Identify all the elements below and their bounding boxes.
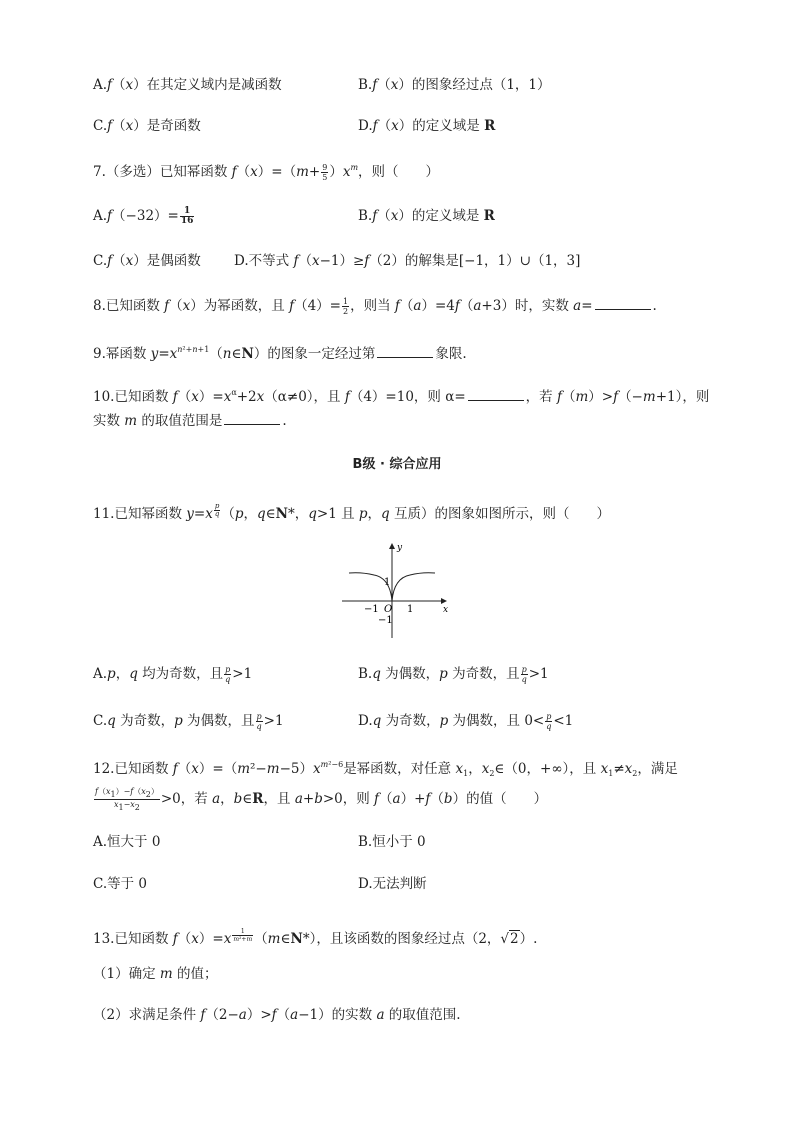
tick-pos-y: 1 <box>384 577 391 588</box>
q7-option-c: C.f（x）是偶函数 <box>93 253 201 269</box>
q11-stem: 11.已知幂函数 y=x $^{\frac{p}{q}}$ （p，q∈N*，q>1 且 p，q 互质）的图象如图所示，则（ ） <box>93 501 610 522</box>
q11-option-c: C.q 为奇数，p 为偶数，且 $\frac{p}{q}$ >1 <box>93 712 284 731</box>
q12-option-d: D.无法判断 <box>358 876 427 892</box>
q11-graph <box>340 540 452 640</box>
tick-neg-x: −1 <box>364 604 379 615</box>
q10-line2: 实数 m 的取值范围是 . <box>93 413 287 429</box>
q7-option-d: D.不等式 f（x−1）≥f（2）的解集是[−1，1）∪（1，3] <box>234 253 581 269</box>
q13-part1: （1）确定 m 的值； <box>93 966 218 982</box>
q7-option-b: B.f（x）的定义域是 R <box>358 208 495 224</box>
q12-line1: 12.已知函数 $f(x)=(m^2-m-5)x^{m^2-6}$是幂函数，对任意 $x_1$，$x_2\in(0$，+∞），且 $x_1\ne x_2$，满足 <box>93 760 678 778</box>
q10-line1: 10.已知函数 $f(x)=x^\alpha+2x(\alpha\ne 0)$，且 f（4）=10，则 α= ，若 f（m）>f（−m+1），则 <box>93 388 710 405</box>
y-label: y <box>397 543 403 553</box>
curve-right <box>392 573 435 601</box>
q6-option-c: C.f（x）是奇函数 <box>93 118 201 134</box>
q7-option-a: A.f（−32）= $\frac{1}{16}$ <box>93 206 194 226</box>
q11-option-a: A.p，q 均为奇数，且 $\frac{p}{q}$ >1 <box>93 665 253 684</box>
q6-option-b: B.f（x）的图象经过点（1，1） <box>358 77 551 93</box>
q6-option-a: A.f（x）在其定义域内是减函数 <box>93 77 282 93</box>
q12-option-c: C.等于 0 <box>93 876 148 892</box>
q6-option-d: D.f（x）的定义域是 R <box>358 118 496 134</box>
x-label: x <box>443 605 449 615</box>
q12-option-b: B.恒小于 0 <box>358 834 426 850</box>
q11-option-d: D.q 为奇数，p 为偶数，且 0< $\frac{p}{q}$ <1 <box>358 712 574 731</box>
q11-option-b: B.q 为偶数，p 为奇数，且 $\frac{p}{q}$ >1 <box>358 665 549 684</box>
tick-pos-x: 1 <box>407 604 414 615</box>
q7-stem: 7.（多选）已知幂函数 f（x）=（m+ $\frac{9}{5}$ ）$x^m$，则（ ） <box>93 163 440 182</box>
tick-neg-y: −1 <box>378 615 393 626</box>
q13-stem: 13.已知函数 f（x）=x $^{\frac{1}{\text{m²+m}}}$ （m∈N*），且该函数的图象经过点（2，√2）. <box>93 927 538 947</box>
section-title: B级 · 综合应用 <box>352 457 442 472</box>
origin-label: O <box>384 604 393 615</box>
q13-part2: （2）求满足条件 f（2−a）>f（a−1）的实数 a 的取值范围. <box>93 1007 461 1023</box>
q9: 9.幂函数 $y=x^{n^2+n+1}(n\in N)$的图象一定经过第 象限. <box>93 345 467 362</box>
q12-option-a: A.恒大于 0 <box>93 834 161 850</box>
q12-line2: $\frac{f(x_1)-f(x_2)}{x_1-x_2}$ >0，若 a，b∈R，且 a+b>0，则 f（a）+f（b）的值（ ） <box>95 787 548 812</box>
q8: 8.已知函数 f（x）为幂函数，且 f（4）= $\frac{1}{2}$ ，则当 f（a）=4f（a+3）时，实数 a= . <box>93 297 657 316</box>
